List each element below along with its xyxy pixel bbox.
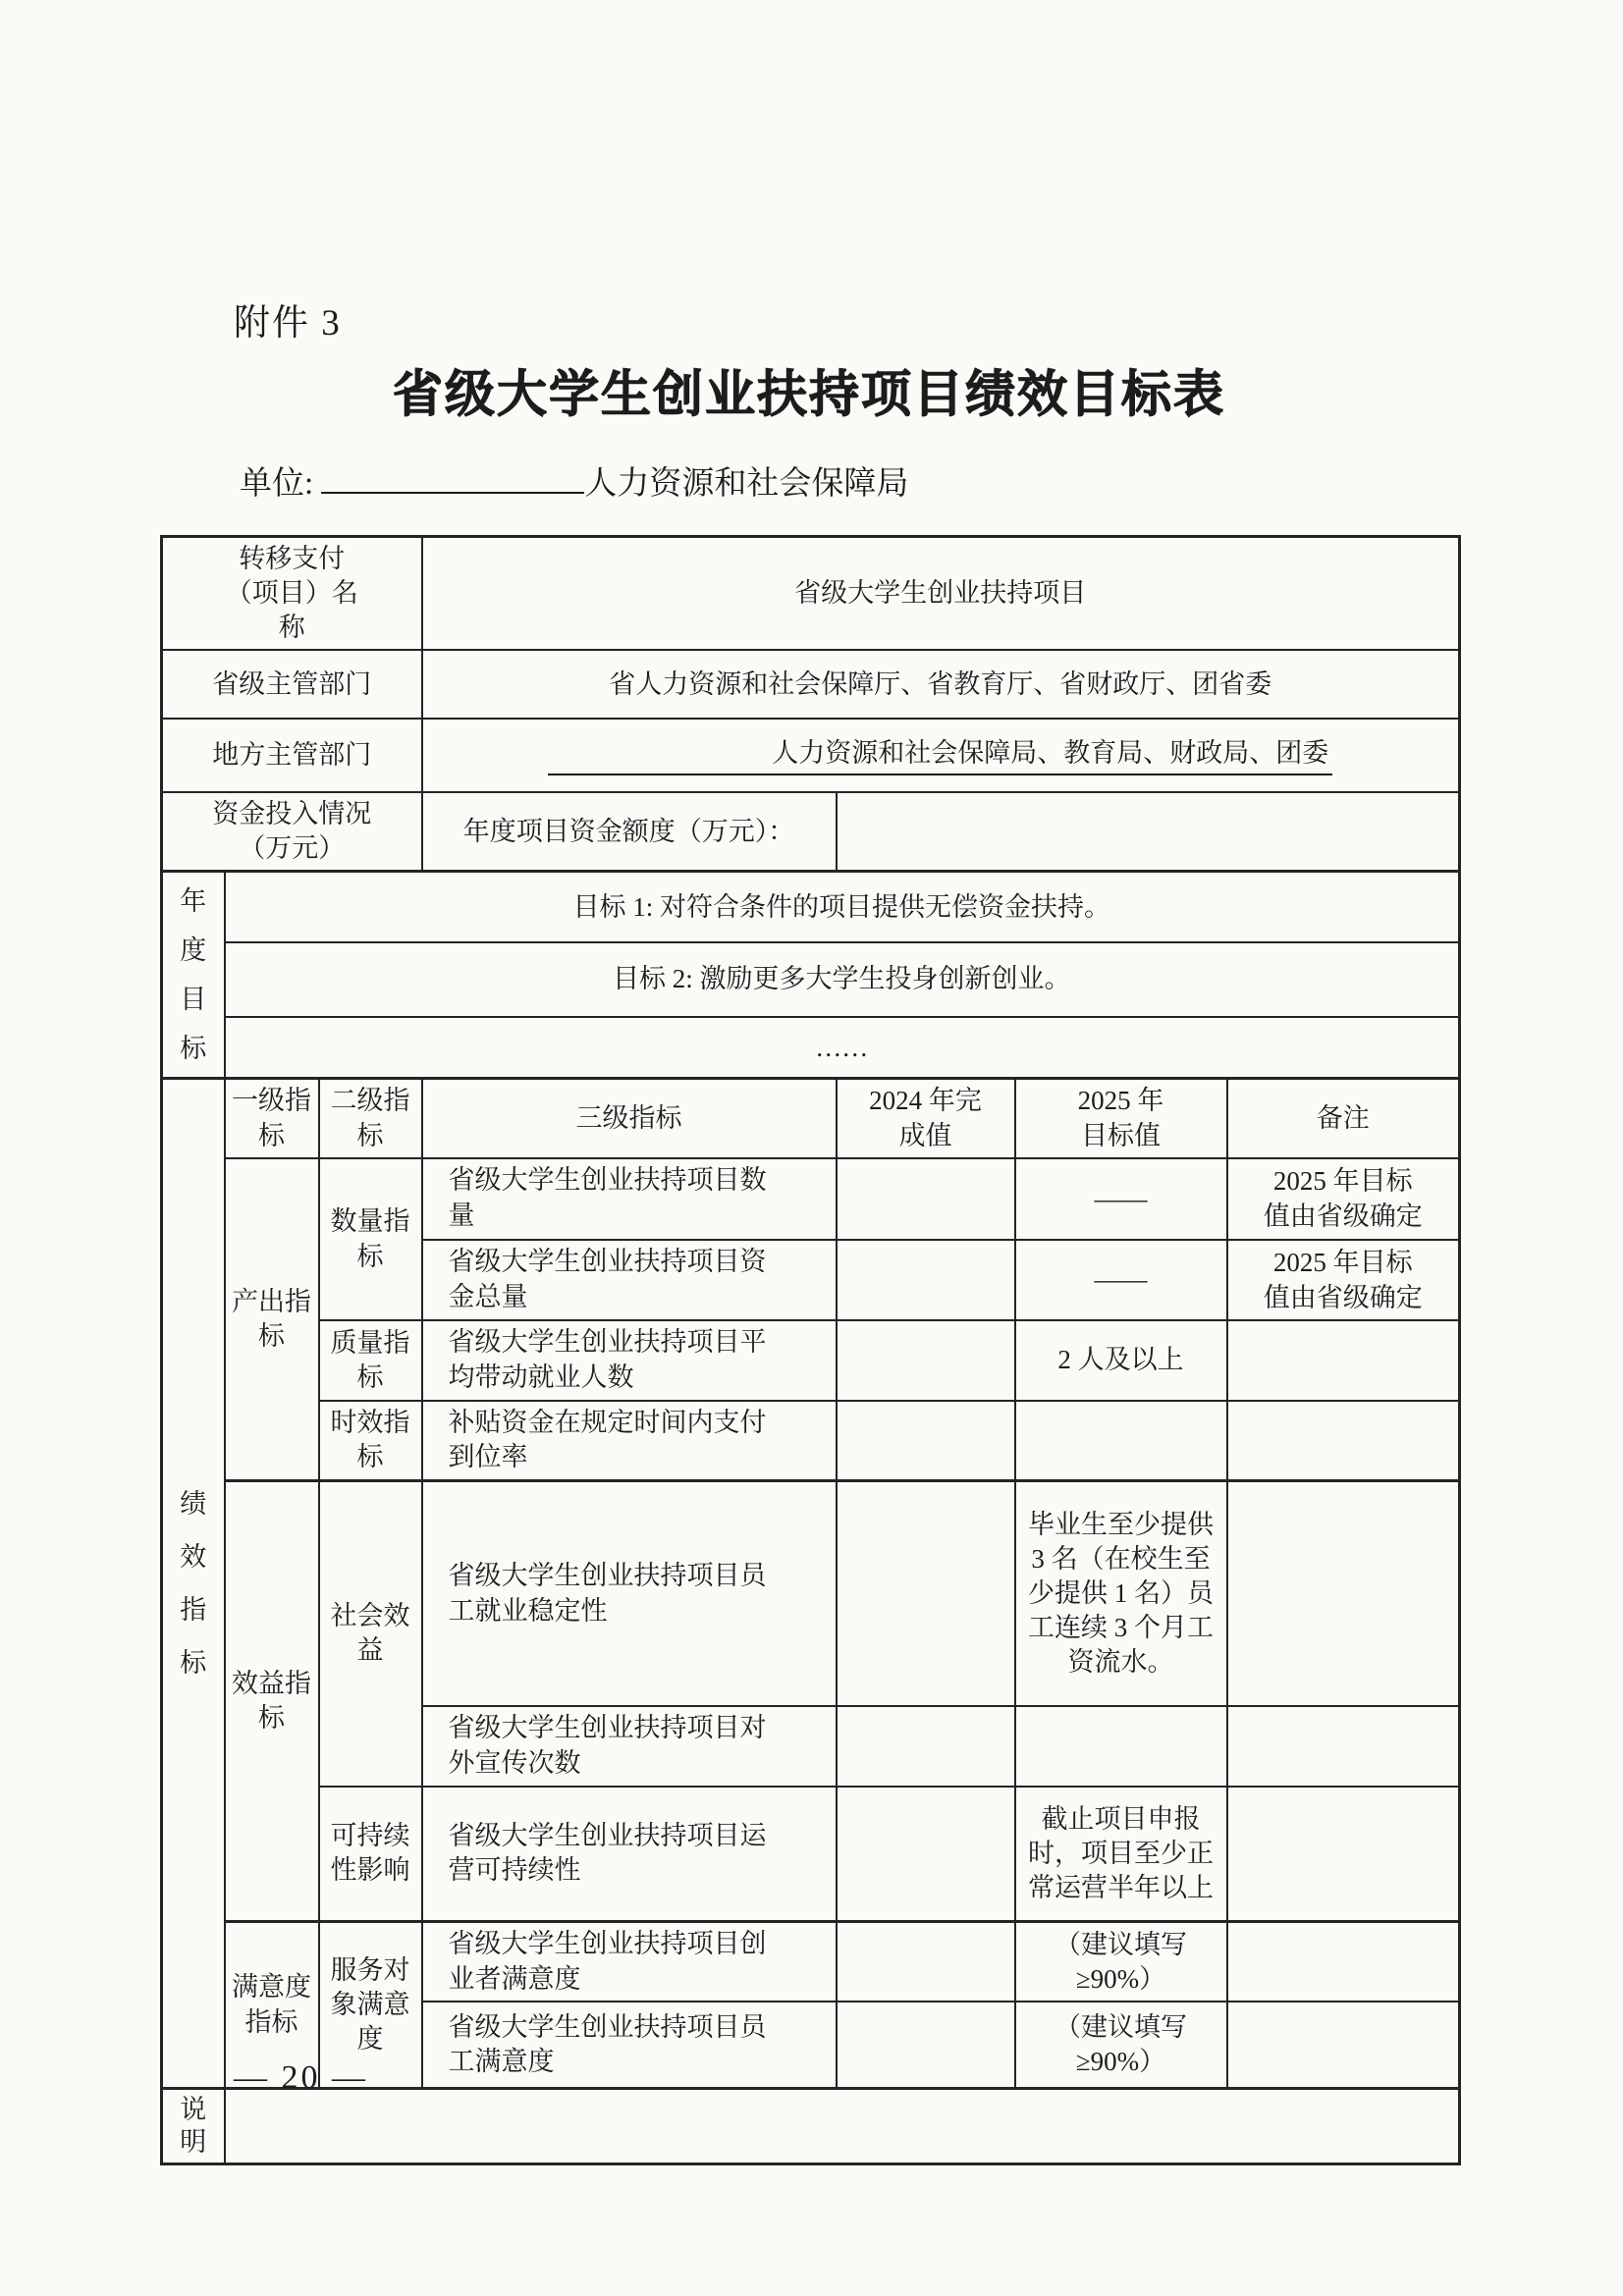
remark [1227, 1922, 1460, 2002]
remark [1227, 2002, 1460, 2088]
value-2024 [837, 1401, 1015, 1481]
value-2024 [837, 1922, 1015, 2002]
unit-blank-underline [321, 457, 584, 494]
label-funding [162, 792, 422, 872]
notes-label-cell [162, 2088, 225, 2163]
goal-item-1: 目标 1: 对符合条件的项目提供无偿资金扶持。 [225, 872, 1460, 942]
header-level3: 三级指标 [422, 1079, 837, 1158]
header-remarks: 备注 [1227, 1079, 1460, 1158]
value-project-name: 省级大学生创业扶持项目 [422, 537, 1460, 651]
remark [1227, 1158, 1460, 1240]
value-2024 [837, 2002, 1015, 2088]
indicator-name [422, 1401, 837, 1481]
header-2024-text: 2024 年完成值 [869, 1086, 982, 1150]
value-2024 [837, 1320, 1015, 1400]
level2-sustainability: 可持续性影响 [319, 1787, 422, 1922]
header-2025 [1015, 1079, 1227, 1158]
value-2024 [837, 1706, 1015, 1786]
value-provincial-dept: 省人力资源和社会保障厅、省教育厅、省财政厅、团省委 [422, 650, 1460, 719]
indicator-name-text: 省级大学生创业扶持项目运营可持续性 [448, 1820, 767, 1886]
page-number: — 20 — [234, 2059, 368, 2096]
indicator-name-text: 省级大学生创业扶持项目数量 [448, 1165, 767, 1231]
value-2025: 毕业生至少提供 3 名（在校生至少提供 1 名）员工连续 3 个月工资流水。 [1015, 1480, 1227, 1706]
indicator-name [422, 1158, 837, 1240]
remark [1227, 1480, 1460, 1706]
indicator-name-text: 省级大学生创业扶持项目创业者满意度 [448, 1929, 767, 1994]
header-level2: 二级指标 [319, 1079, 422, 1158]
indicator-name-text: 省级大学生创业扶持项目平均带动就业人数 [448, 1327, 767, 1393]
level2-quality: 质量指标 [319, 1320, 422, 1400]
remark [1227, 1706, 1460, 1786]
attachment-label: 附件 3 [234, 303, 342, 344]
unit-line [240, 457, 908, 504]
value-2025: 2 人及以上 [1015, 1320, 1227, 1400]
value-2024 [837, 1480, 1015, 1706]
indicator-name [422, 1787, 837, 1922]
header-2025-text: 2025 年目标值 [1077, 1086, 1164, 1150]
indicator-name-text: 省级大学生创业扶持项目对外宣传次数 [448, 1713, 767, 1779]
level1-output: 产出指标 [225, 1158, 319, 1481]
remark-text: 2025 年目标值由省级确定 [1263, 1247, 1423, 1312]
value-2025: （建议填写≥90%） [1015, 2002, 1227, 2088]
value-2025: （建议填写≥90%） [1015, 1922, 1227, 2002]
notes-content [225, 2088, 1460, 2163]
indicator-name-text: 省级大学生创业扶持项目资金总量 [448, 1247, 767, 1311]
value-2025: —— [1015, 1158, 1227, 1240]
title-wrap [160, 353, 1458, 426]
value-2025 [1015, 1706, 1227, 1786]
indicator-name [422, 1480, 837, 1706]
level2-service: 服务对象满意度 [319, 1922, 422, 2089]
performance-target-table [160, 535, 1461, 2165]
label-annual-amount: 年度项目资金额度（万元）： [422, 792, 837, 872]
value-local-dept-underlined: 人力资源和社会保障局、教育局、财政局、团委 [548, 736, 1332, 775]
level1-benefit: 效益指标 [225, 1480, 319, 1921]
indicator-name [422, 1320, 837, 1400]
annual-goals-label-cell [162, 872, 225, 1079]
level2-quantity: 数量指标 [319, 1158, 422, 1321]
remark-text: 2025 年目标值由省级确定 [1263, 1165, 1423, 1232]
notes-label: 说明 [180, 2094, 207, 2157]
goal-item-2: 目标 2: 激励更多大学生投身创新创业。 [225, 942, 1460, 1017]
value-2024 [837, 1158, 1015, 1240]
indicator-name [422, 2002, 837, 2088]
header-level1: 一级指标 [225, 1079, 319, 1158]
label-funding-text: 资金投入情况（万元） [212, 799, 372, 864]
value-local-dept [422, 719, 1460, 792]
value-2024 [837, 1787, 1015, 1922]
indicator-name [422, 1706, 837, 1786]
value-2025: 截止项目申报时，项目至少正常运营半年以上 [1015, 1787, 1227, 1922]
perf-indicators-label-cell [162, 1079, 225, 2088]
goal-item-ellipsis: …… [225, 1017, 1460, 1079]
indicator-name-text: 省级大学生创业扶持项目员工满意度 [448, 2011, 767, 2077]
remark [1227, 1240, 1460, 1321]
remark [1227, 1320, 1460, 1400]
document-title: 省级大学生创业扶持项目绩效目标表 [392, 368, 1225, 423]
value-2024 [837, 1240, 1015, 1321]
label-provincial-dept: 省级主管部门 [162, 650, 422, 719]
level2-social: 社会效益 [319, 1480, 422, 1786]
indicator-name-text: 省级大学生创业扶持项目员工就业稳定性 [448, 1561, 767, 1626]
unit-value: 人力资源和社会保障局 [584, 466, 909, 502]
label-transfer-payment-name [162, 537, 422, 651]
value-annual-amount-blank [837, 792, 1460, 872]
value-2025: —— [1015, 1240, 1227, 1321]
annual-goals-label: 年度目标 [180, 886, 207, 1064]
label-local-dept: 地方主管部门 [162, 719, 422, 792]
unit-label: 单位: [240, 466, 314, 502]
indicator-name [422, 1922, 837, 2002]
perf-indicators-label: 绩效指标 [180, 1489, 207, 1679]
level1-satisfaction: 满意度指标 [225, 1922, 319, 2089]
indicator-name [422, 1240, 837, 1321]
label-transfer-payment-name-text: 转移支付（项目）名称 [225, 544, 358, 643]
header-2024 [837, 1079, 1015, 1158]
remark [1227, 1401, 1460, 1481]
indicator-name-text: 补贴资金在规定时间内支付到位率 [448, 1407, 767, 1472]
level2-timeliness: 时效指标 [319, 1401, 422, 1481]
value-2025 [1015, 1401, 1227, 1481]
remark [1227, 1787, 1460, 1922]
